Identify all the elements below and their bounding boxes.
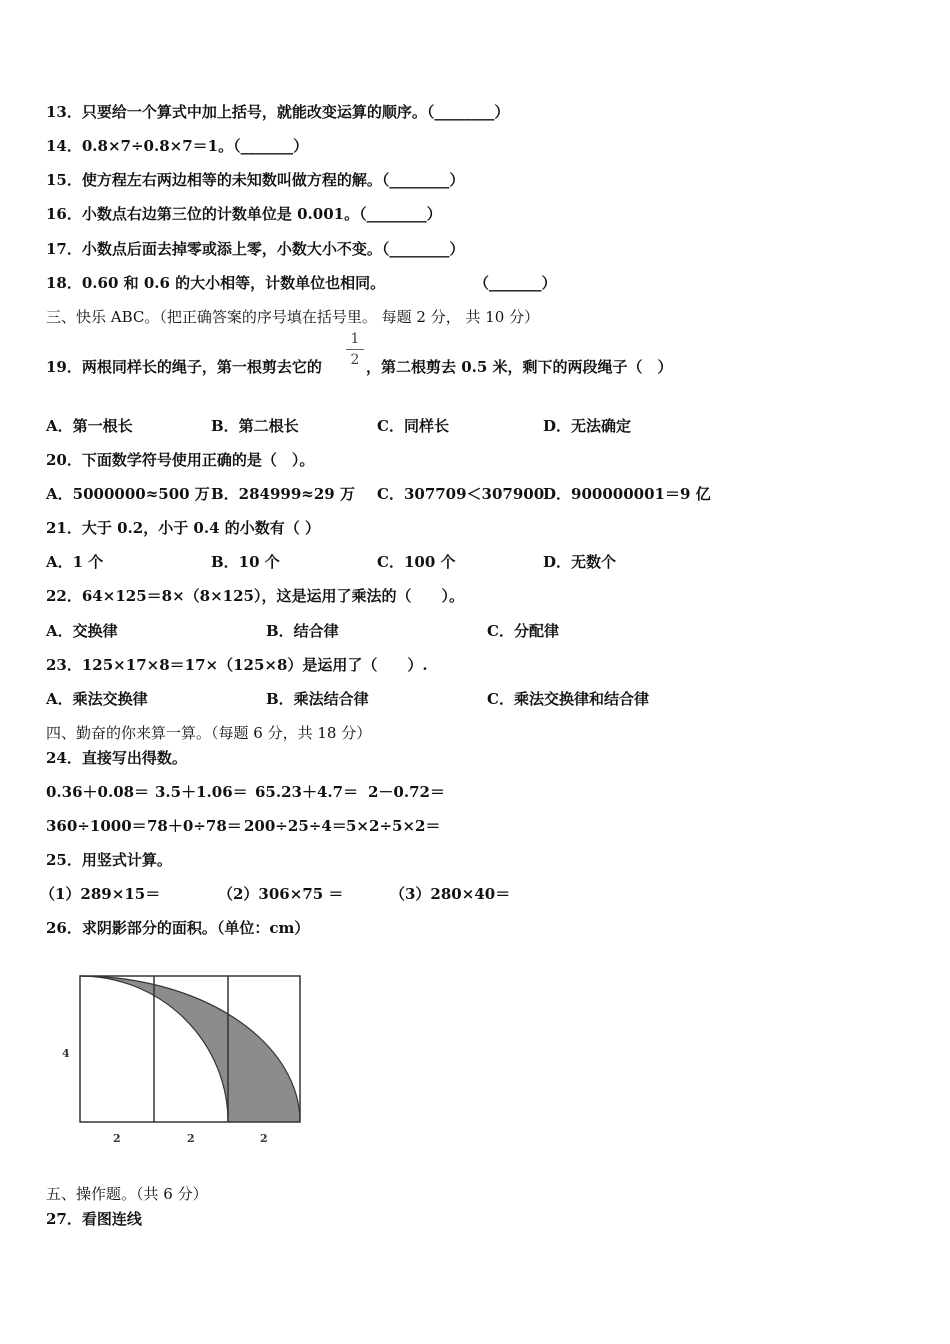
fraction-denominator: 2 — [350, 352, 360, 368]
q24-item: 5×2÷5×2＝ — [346, 817, 441, 835]
q24-item: 78＋0÷78＝ — [147, 817, 242, 835]
q25-item-3: （3）280×40＝ — [390, 885, 511, 903]
question-17: 17．小数点后面去掉零或添上零，小数大小不变。（________） — [46, 240, 465, 258]
question-22: 22．64×125＝8×（8×125），这是运用了乘法的（ ）。 — [46, 587, 464, 605]
q24-item: 0.36＋0.08＝ — [46, 783, 150, 801]
q22-option-c: C．分配律 — [487, 622, 559, 640]
q23-option-a: A．乘法交换律 — [46, 690, 148, 708]
fraction-bar — [346, 349, 364, 350]
section-3-heading: 三、快乐 ABC。（把正确答案的序号填在括号里。 每题 2 分， 共 10 分） — [46, 308, 540, 326]
q19-option-b: B．第二根长 — [211, 417, 299, 435]
section-5-heading: 五、操作题。（共 6 分） — [46, 1185, 208, 1203]
q20-option-d: D．900000001＝9 亿 — [543, 485, 711, 503]
q24-item: 65.23＋4.7＝ — [255, 783, 359, 801]
q24-item: 3.5＋1.06＝ — [155, 783, 248, 801]
q19-option-c: C．同样长 — [377, 417, 449, 435]
q22-option-b: B．结合律 — [266, 622, 339, 640]
q19-option-a: A．第一根长 — [46, 417, 133, 435]
height-label: 4 — [62, 1047, 70, 1060]
q20-option-b: B．284999≈29 万 — [211, 485, 355, 503]
question-21: 21．大于 0.2，小于 0.4 的小数有（ ） — [46, 519, 320, 537]
question-19-text-after: ，第二根剪去 0.5 米，剩下的两段绳子（ ） — [366, 358, 673, 376]
q23-option-c: C．乘法交换律和结合律 — [487, 690, 649, 708]
q21-option-b: B．10 个 — [211, 553, 280, 571]
width-label: 2 — [260, 1132, 268, 1145]
question-13: 13．只要给一个算式中加上括号，就能改变运算的顺序。（________） — [46, 103, 510, 121]
question-14: 14．0.8×7÷0.8×7＝1。（_______） — [46, 137, 309, 155]
question-27: 27．看图连线 — [46, 1210, 142, 1228]
q19-option-d: D．无法确定 — [543, 417, 632, 435]
fraction-numerator: 1 — [350, 331, 360, 347]
question-18: 18．0.60 和 0.6 的大小相等，计数单位也相同。 — [46, 274, 386, 292]
q23-option-b: B．乘法结合律 — [266, 690, 369, 708]
question-15: 15．使方程左右两边相等的未知数叫做方程的解。（________） — [46, 171, 465, 189]
shaded-region — [80, 976, 300, 1122]
q24-item: 360÷1000＝ — [46, 817, 147, 835]
q21-option-d: D．无数个 — [543, 553, 617, 571]
question-20: 20．下面数学符号使用正确的是（ ）。 — [46, 451, 315, 469]
width-label: 2 — [187, 1132, 195, 1145]
q20-option-a: A．5000000≈500 万 — [46, 485, 210, 503]
shaded-area-figure — [56, 966, 316, 1156]
question-24: 24．直接写出得数。 — [46, 749, 187, 767]
width-label: 2 — [113, 1132, 121, 1145]
question-16: 16．小数点右边第三位的计数单位是 0.001。（________） — [46, 205, 442, 223]
q20-option-c: C．307709＜307900 — [377, 485, 545, 503]
question-25: 25．用竖式计算。 — [46, 851, 172, 869]
q21-option-c: C．100 个 — [377, 553, 456, 571]
q24-item: 2－0.72＝ — [368, 783, 445, 801]
question-19-text-before: 19．两根同样长的绳子，第一根剪去它的 — [46, 358, 322, 376]
question-18-blank: （_______） — [474, 274, 557, 292]
question-23: 23．125×17×8＝17×（125×8）是运用了（ ）. — [46, 656, 428, 674]
q22-option-a: A．交换律 — [46, 622, 118, 640]
question-19-fraction — [346, 330, 364, 369]
q21-option-a: A．1 个 — [46, 553, 104, 571]
q25-item-2: （2）306×75 ＝ — [218, 885, 344, 903]
question-26: 26．求阴影部分的面积。（单位：cm） — [46, 919, 310, 937]
q25-item-1: （1）289×15＝ — [40, 885, 161, 903]
section-4-heading: 四、勤奋的你来算一算。（每题 6 分，共 18 分） — [46, 724, 372, 742]
q24-item: 200÷25÷4＝ — [244, 817, 347, 835]
